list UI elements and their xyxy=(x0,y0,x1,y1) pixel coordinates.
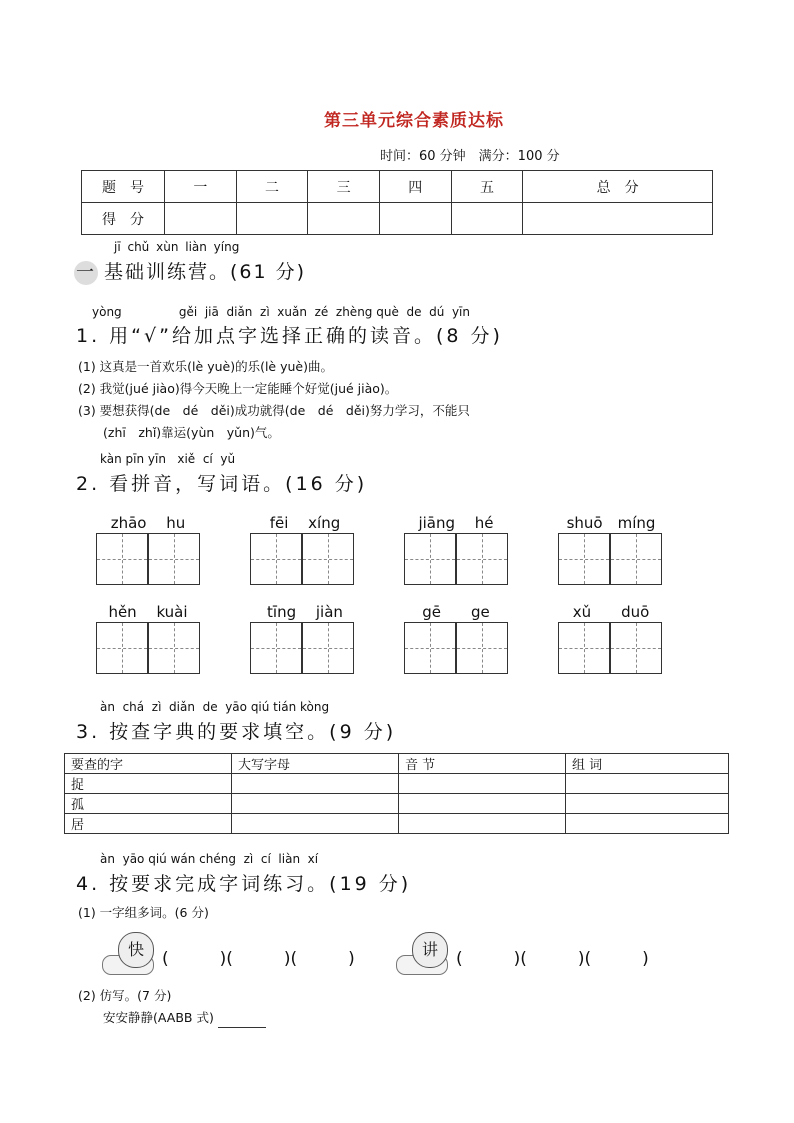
q1-title: 1. 用“√”给加点字选择正确的读音。(8 分) xyxy=(76,325,503,347)
writing-grid-cell[interactable] xyxy=(148,622,200,674)
table-char-cell: 捉 xyxy=(65,774,232,794)
table-header-row xyxy=(65,754,729,774)
char-bubble-jiang: 讲 xyxy=(412,932,448,968)
q4-example: 安安静静(AABB 式) xyxy=(103,1010,214,1025)
score-cell-2: 二 xyxy=(236,171,308,203)
table-char-cell: 孤 xyxy=(65,794,232,814)
score-cell-4: 四 xyxy=(379,171,451,203)
writing-grid-cell[interactable] xyxy=(302,533,354,585)
score-input-3[interactable] xyxy=(308,203,380,235)
q2-word-6-pinyin: tīng jiàn xyxy=(267,603,343,621)
q2-word-2-pinyin: fēi xíng xyxy=(269,514,341,532)
section1-pinyin: jī chǔ xùn liàn yíng xyxy=(114,240,240,254)
writing-grid-cell[interactable] xyxy=(96,622,148,674)
answer-cell[interactable] xyxy=(232,794,399,814)
q2-word-4-pinyin: shuō míng xyxy=(566,514,656,532)
score-cell-3: 三 xyxy=(308,171,380,203)
q4-example-line xyxy=(103,1007,266,1028)
writing-grid-cell[interactable] xyxy=(148,533,200,585)
answer-cell[interactable] xyxy=(566,774,729,794)
q2-title: 2. 看拼音，写词语。(16 分) xyxy=(76,473,368,495)
table-header: 组 词 xyxy=(566,754,729,774)
writing-grid-cell[interactable] xyxy=(404,622,456,674)
score-row-label: 得 分 xyxy=(82,203,165,235)
table-row xyxy=(65,774,729,794)
writing-grid-cell[interactable] xyxy=(250,533,302,585)
answer-cell[interactable] xyxy=(399,794,566,814)
score-input-1[interactable] xyxy=(165,203,237,235)
writing-grid-cell[interactable] xyxy=(558,533,610,585)
writing-grid-cell[interactable] xyxy=(610,622,662,674)
score-input-total[interactable] xyxy=(523,203,713,235)
writing-grid-cell[interactable] xyxy=(610,533,662,585)
q4-pinyin: àn yāo qiú wán chéng zì cí liàn xí xyxy=(100,852,319,866)
char-bubble-kuai: 快 xyxy=(118,932,154,968)
writing-grid-cell[interactable] xyxy=(96,533,148,585)
q3-pinyin: àn chá zì diǎn de yāo qiú tián kòng xyxy=(100,700,330,714)
q2-word-7-pinyin: gē ge xyxy=(422,603,490,621)
score-cell-5: 五 xyxy=(451,171,523,203)
q4-part2: (2) 仿写。(7 分) xyxy=(78,988,172,1003)
q2-word-1-pinyin: zhāo hu xyxy=(110,514,186,532)
score-cell-1: 一 xyxy=(165,171,237,203)
writing-grid-cell[interactable] xyxy=(558,622,610,674)
score-input-4[interactable] xyxy=(379,203,451,235)
q2-word-5-pinyin: hěn kuài xyxy=(108,603,188,621)
dictionary-table xyxy=(64,753,729,834)
answer-cell[interactable] xyxy=(232,774,399,794)
time-info: 时间：60 分钟 满分：100 分 xyxy=(380,149,560,164)
answer-cell[interactable] xyxy=(566,814,729,834)
q4-part1: (1) 一字组多词。(6 分) xyxy=(78,905,209,920)
answer-cell[interactable] xyxy=(399,774,566,794)
q1-item-2: (2) 我觉(jué jiào)得今天晚上一定能睡个好觉(jué jiào)。 xyxy=(78,381,398,396)
q3-title: 3. 按查字典的要求填空。(9 分) xyxy=(76,721,397,743)
score-cell-label: 题 号 xyxy=(82,171,165,203)
q1-pinyin: yòng gěi jiā diǎn zì xuǎn zé zhèng què de dú yīn xyxy=(92,305,470,319)
q2-word-8-pinyin: xǔ duō xyxy=(572,603,650,621)
score-input-5[interactable] xyxy=(451,203,523,235)
answer-cell[interactable] xyxy=(566,794,729,814)
q4-parens-a[interactable]: ( )( )( ) xyxy=(162,949,355,969)
q1-item-3: (3) 要想获得(de dé děi)成功就得(de dé děi)努力学习，不能只 xyxy=(78,403,470,418)
table-header: 大写字母 xyxy=(232,754,399,774)
writing-grid-cell[interactable] xyxy=(302,622,354,674)
score-input-2[interactable] xyxy=(236,203,308,235)
q1-item-4: (zhī zhǐ)靠运(yùn yǔn)气。 xyxy=(78,425,280,440)
score-table xyxy=(81,170,713,235)
section1-heading xyxy=(74,257,306,285)
q4-parens-b[interactable]: ( )( )( ) xyxy=(456,949,649,969)
answer-cell[interactable] xyxy=(399,814,566,834)
table-row xyxy=(65,814,729,834)
score-table-score-row xyxy=(82,203,713,235)
writing-grid-cell[interactable] xyxy=(456,622,508,674)
table-char-cell: 居 xyxy=(65,814,232,834)
score-table-header-row xyxy=(82,171,713,203)
writing-grid-cell[interactable] xyxy=(250,622,302,674)
answer-blank[interactable] xyxy=(218,1013,266,1028)
writing-grid-cell[interactable] xyxy=(404,533,456,585)
table-row xyxy=(65,794,729,814)
writing-grid-cell[interactable] xyxy=(456,533,508,585)
q1-item-1: (1) 这真是一首欢乐(lè yuè)的乐(lè yuè)曲。 xyxy=(78,359,333,374)
score-cell-total: 总 分 xyxy=(523,171,713,203)
answer-cell[interactable] xyxy=(232,814,399,834)
table-header: 要查的字 xyxy=(65,754,232,774)
page-title: 第三单元综合素质达标 xyxy=(324,111,504,131)
table-header: 音 节 xyxy=(399,754,566,774)
q4-title: 4. 按要求完成字词练习。(19 分) xyxy=(76,873,412,895)
section1-badge: 一 xyxy=(76,262,96,283)
q2-word-3-pinyin: jiāng hé xyxy=(418,514,494,532)
q2-pinyin: kàn pīn yīn xiě cí yǔ xyxy=(100,452,236,466)
section1-title: 基础训练营。(61 分) xyxy=(104,261,307,283)
